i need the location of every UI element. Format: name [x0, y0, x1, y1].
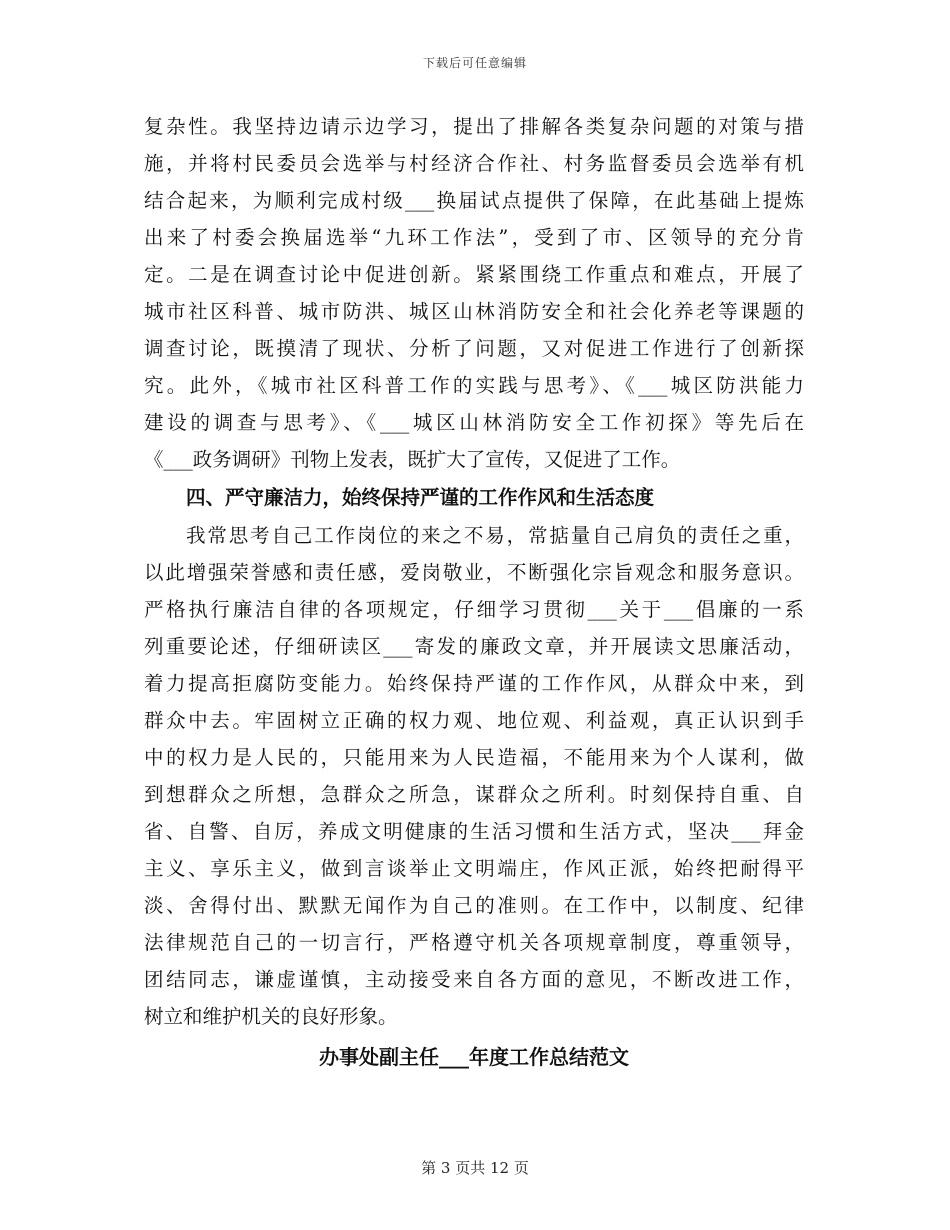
text-line: 省、自警、自厉，养成文明健康的生活习惯和生活方式，坚决___拜金	[144, 820, 804, 843]
text-line: 城市社区科普、城市防洪、城区山林消防安全和社会化养老等课题的	[144, 300, 804, 323]
text-line: 调查讨论，既摸清了现状、分析了问题，又对促进工作进行了创新探	[144, 337, 804, 360]
text-line: 中的权力是人民的，只能用来为人民造福，不能用来为个人谋利，做	[144, 746, 804, 769]
text-line: 树立和维护机关的良好形象。	[144, 1005, 398, 1028]
text-line: 法律规范自己的一切言行，严格遵守机关各项规章制度，尊重领导，	[144, 931, 804, 954]
text-line: 究。此外，《城市社区科普工作的实践与思考》、《___城区防洪能力	[144, 374, 804, 397]
text-line: 我常思考自己工作岗位的来之不易，常掂量自己肩负的责任之重，	[186, 524, 804, 547]
text-line: 列重要论述，仔细研读区___寄发的廉政文章，并开展读文思廉活动，	[144, 635, 804, 658]
text-line: 严格执行廉洁自律的各项规定，仔细学习贯彻___关于___倡廉的一系	[144, 598, 804, 621]
text-line: 着力提高拒腐防变能力。始终保持严谨的工作作风，从群众中来，到	[144, 672, 804, 695]
text-line: 群众中去。牢固树立正确的权力观、地位观、利益观，真正认识到手	[144, 709, 804, 732]
text-line: 定。二是在调查讨论中促进创新。紧紧围绕工作重点和难点，开展了	[144, 263, 804, 286]
text-line: 《___政务调研》刊物上发表，既扩大了宣传，又促进了工作。	[144, 448, 681, 471]
header-note: 下载后可任意编辑	[422, 56, 527, 70]
text-line: 复杂性。我坚持边请示边学习，提出了排解各类复杂问题的对策与措	[144, 115, 804, 138]
text-line: 淡、舍得付出、默默无闻作为自己的准则。在工作中，以制度、纪律	[144, 894, 804, 917]
text-line: 建设的调查与思考》、《___城区山林消防安全工作初探》等先后在	[144, 411, 804, 434]
text-line: 主义、享乐主义，做到言谈举止文明端庄，作风正派，始终把耐得平	[144, 857, 804, 880]
text-line: 以此增强荣誉感和责任感，爱岗敬业，不断强化宗旨观念和服务意识。	[144, 561, 804, 584]
text-line: 到想群众之所想，急群众之所急，谋群众之所利。时刻保持自重、自	[144, 783, 804, 806]
text-line: 结合起来，为顺利完成村级___换届试点提供了保障，在此基础上提炼	[144, 189, 804, 212]
paragraph-integrity	[144, 517, 804, 1035]
paragraph-research	[144, 108, 804, 478]
page-number: 第 3 页共 12 页	[421, 1159, 529, 1177]
text-line: 团结同志，谦虚谨慎，主动接受来自各方面的意见，不断改进工作，	[144, 968, 804, 991]
document-title: 办事处副主任___年度工作总结范文	[319, 1045, 629, 1069]
section-heading: 四、严守廉洁力，始终保持严谨的工作作风和生活态度	[186, 486, 655, 509]
document-body	[144, 108, 804, 1077]
text-line: 施，并将村民委员会选举与村经济合作社、村务监督委员会选举有机	[144, 152, 804, 175]
text-line: 出来了村委会换届选举“九环工作法”，受到了市、区领导的充分肯	[144, 226, 804, 249]
